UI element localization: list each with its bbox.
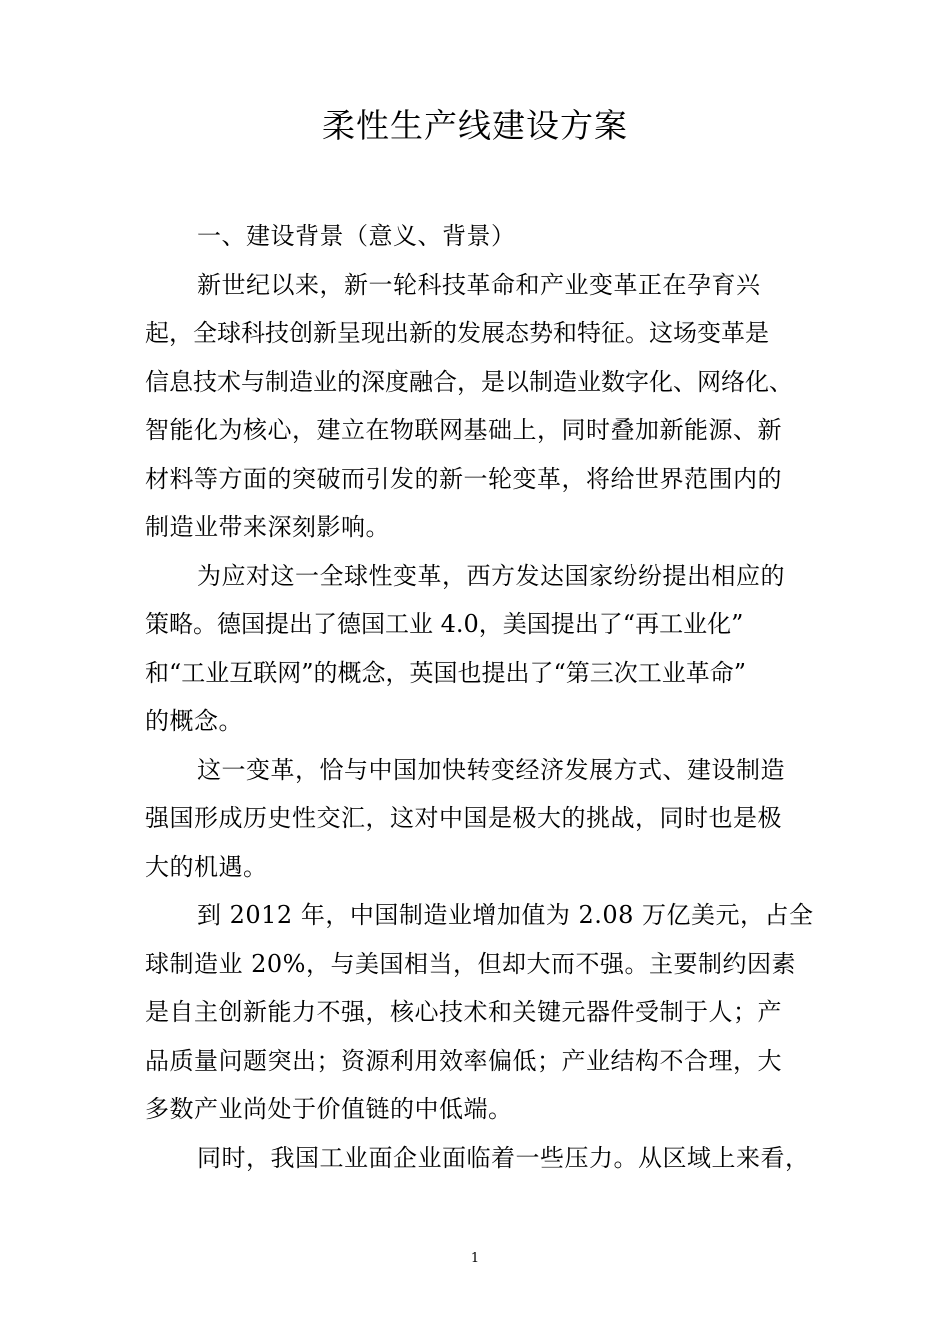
paragraph-line: 为应对这一全球性变革，西方发达国家纷纷提出相应的	[197, 561, 785, 590]
paragraph-line: 和“工业互联网”的概念，英国也提出了“第三次工业革命”	[145, 658, 747, 687]
paragraph-line: 信息技术与制造业的深度融合，是以制造业数字化、网络化、	[145, 367, 793, 396]
paragraph-line: 智能化为核心，建立在物联网基础上，同时叠加新能源、新	[145, 416, 782, 444]
paragraph-line: 多数产业尚处于价值链的中低端。	[145, 1095, 513, 1123]
paragraph-line: 新世纪以来，新一轮科技革命和产业变革正在孕育兴	[197, 270, 761, 299]
paragraph-line: 的概念。	[145, 707, 243, 735]
paragraph-line: 这一变革，恰与中国加快转变经济发展方式、建设制造	[197, 755, 785, 784]
paragraph-line: 材料等方面的突破而引发的新一轮变革，将给世界范围内的	[145, 464, 782, 493]
document-body	[145, 212, 835, 1182]
paragraph-line: 是自主创新能力不强，核心技术和关键元器件受制于人；产	[145, 998, 782, 1026]
paragraph-line: 制造业带来深刻影响。	[145, 513, 390, 541]
paragraph-line: 大的机遇。	[145, 852, 268, 881]
paragraph-line: 品质量问题突出；资源利用效率偏低；产业结构不合理，大	[145, 1046, 782, 1075]
paragraph-line: 到 2012 年，中国制造业增加值为 2.08 万亿美元，占全	[197, 901, 814, 929]
paragraph-line: 策略。德国提出了德国工业 4.0，美国提出了“再工业化”	[145, 610, 744, 638]
paragraph-line: 强国形成历史性交汇，这对中国是极大的挑战，同时也是极	[145, 804, 782, 832]
document-title: 柔性生产线建设方案	[322, 106, 628, 145]
page-number: 1	[470, 1251, 480, 1266]
paragraph-line: 球制造业 20%，与美国相当，但却大而不强。主要制约因素	[145, 949, 796, 978]
paragraph-line: 起，全球科技创新呈现出新的发展态势和特征。这场变革是	[145, 319, 769, 347]
paragraph-line: 同时，我国工业面企业面临着一些压力。从区域上来看，	[197, 1143, 810, 1172]
section-heading: 一、建设背景（意义、背景）	[197, 222, 516, 250]
